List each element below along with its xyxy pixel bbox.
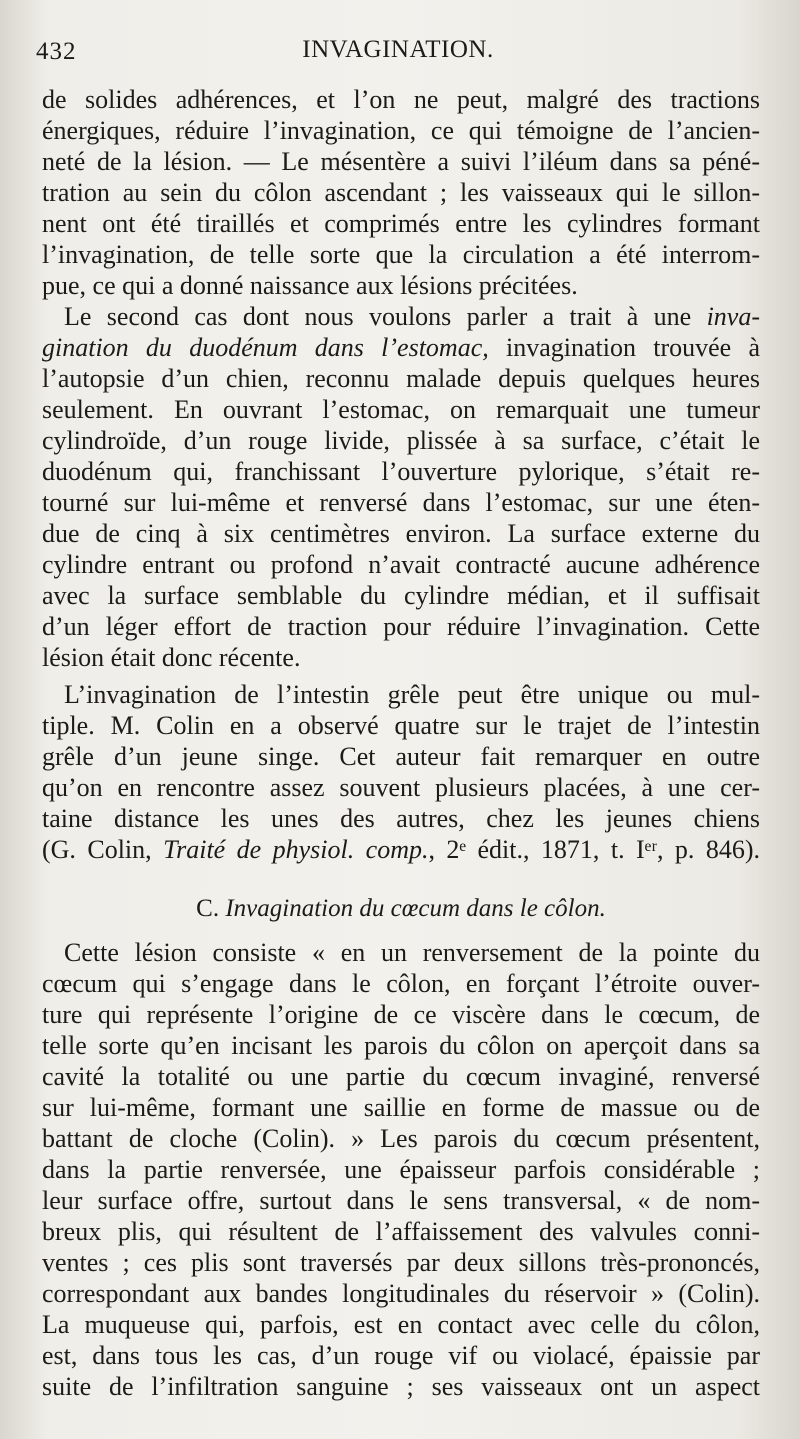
text-line: énergiques, réduire l’invagination, ce qui témoigne de l’ancien- (42, 116, 760, 145)
text-line: avec la surface semblable du cylindre médian, et il suffisait (42, 581, 760, 610)
text-line: due de cinq à six centimètres environ. La surface externe du (42, 519, 760, 548)
text-line: breux plis, qui résultent de l’affaissement des valvules conni- (42, 1217, 760, 1246)
text-line: d’un léger effort de traction pour réduire l’invagination. Cette (42, 612, 760, 641)
text-line (42, 332, 760, 363)
text-line: cylindre entrant ou profond n’avait contracté aucune adhérence (42, 550, 760, 579)
text-line: de solides adhérences, et l’on ne peut, malgré des tractions (42, 85, 760, 114)
text-line: nent ont été tiraillés et comprimés entre les cylindres formant (42, 209, 760, 238)
paragraph-3 (42, 679, 760, 865)
text-line: leur surface offre, surtout dans le sens transversal, « de nom- (42, 1186, 760, 1215)
text-line: duodénum qui, franchissant l’ouverture pylorique, s’était re- (42, 457, 760, 486)
text-line (42, 301, 760, 332)
text-line: ture qui représente l’origine de ce viscère dans le cœcum, de (42, 1000, 760, 1029)
text-line: cavité la totalité ou une partie du cœcum invaginé, renversé (42, 1062, 760, 1091)
text-line: dans la partie renversée, une épaisseur parfois considérable ; (42, 1155, 760, 1184)
paragraph-2 (42, 301, 760, 673)
text-line: lésion était donc récente. (42, 643, 301, 672)
text-line: L’invagination de l’intestin grêle peut être unique ou mul- (64, 680, 760, 709)
text-line: telle sorte qu’en incisant les parois du côlon on aperçoit dans sa (42, 1031, 760, 1060)
text-line (42, 834, 760, 865)
text-line: pue, ce qui a donné naissance aux lésions précitées. (42, 271, 578, 300)
section-title (42, 893, 760, 924)
text-line: ventes ; ces plis sont traversés par deux sillons très-prononcés, (42, 1248, 760, 1277)
text-line: grêle d’un jeune singe. Cet auteur fait remarquer en outre (42, 742, 760, 771)
text-line: cœcum qui s’engage dans le côlon, en forçant l’étroite ouver- (42, 969, 760, 998)
text-line: qu’on en rencontre assez souvent plusieurs placées, à une cer- (42, 773, 760, 802)
text-line: tration au sein du côlon ascendant ; les vaisseaux qui le sillon- (42, 178, 760, 207)
text-line: sur lui-même, formant une saillie en forme de massue ou de (42, 1093, 760, 1122)
text-line: tourné sur lui-même et renversé dans l’estomac, sur une éten- (42, 488, 760, 517)
text-line: battant de cloche (Colin). » Les parois du cœcum présentent, (42, 1124, 760, 1153)
text-line: est, dans tous les cas, d’un rouge vif ou violacé, épaissie par (42, 1341, 760, 1370)
line-text: (G. Colin, (42, 835, 152, 864)
section-heading (42, 893, 760, 924)
section-title-text: Invagination du cœcum dans le côlon. (225, 895, 606, 922)
text-line: tiple. M. Colin en a observé quatre sur le trajet de l’intestin (42, 711, 760, 740)
running-title: INVAGINATION. (302, 36, 494, 63)
text-line: correspondant aux bandes longitudinales du réservoir » (Colin). (42, 1279, 760, 1308)
text-line: taine distance les unes des autres, chez les jeunes chiens (42, 804, 760, 833)
text-line: l’invagination, de telle sorte que la circulation a été interrom- (42, 240, 760, 269)
italic-text: inva- (706, 302, 760, 331)
text-line: suite de l’infiltration sanguine ; ses vaisseaux ont un aspect (42, 1372, 760, 1401)
running-head (36, 28, 760, 68)
line-text: Le second cas dont nous voulons parler a trait à une (64, 302, 692, 331)
page-number: 432 (36, 38, 77, 65)
paragraph-1 (42, 84, 760, 301)
text-line: l’autopsie d’un chien, reconnu malade depuis quelques heures (42, 364, 760, 393)
text-line: La muqueuse qui, parfois, est en contact avec celle du côlon, (42, 1310, 760, 1339)
text-line: cylindroïde, d’un rouge livide, plissée à sa surface, c’était le (42, 426, 760, 455)
line-text: , 2ᵉ édit., 1871, t. Iᵉʳ, p. 846). (428, 835, 760, 864)
text-line: neté de la lésion. — Le mésentère a suivi l’iléum dans sa péné- (42, 147, 760, 176)
section-letter: C. (196, 895, 220, 922)
paragraph-4 (42, 937, 760, 1402)
italic-text: Traité de physiol. comp. (163, 835, 429, 864)
text-line: seulement. En ouvrant l’estomac, on remarquait une tumeur (42, 395, 760, 424)
line-text: invagination trouvée à (506, 333, 760, 362)
italic-text: gination du duodénum dans l’estomac, (42, 333, 489, 362)
text-line: Cette lésion consiste « en un renversement de la pointe du (64, 938, 760, 967)
